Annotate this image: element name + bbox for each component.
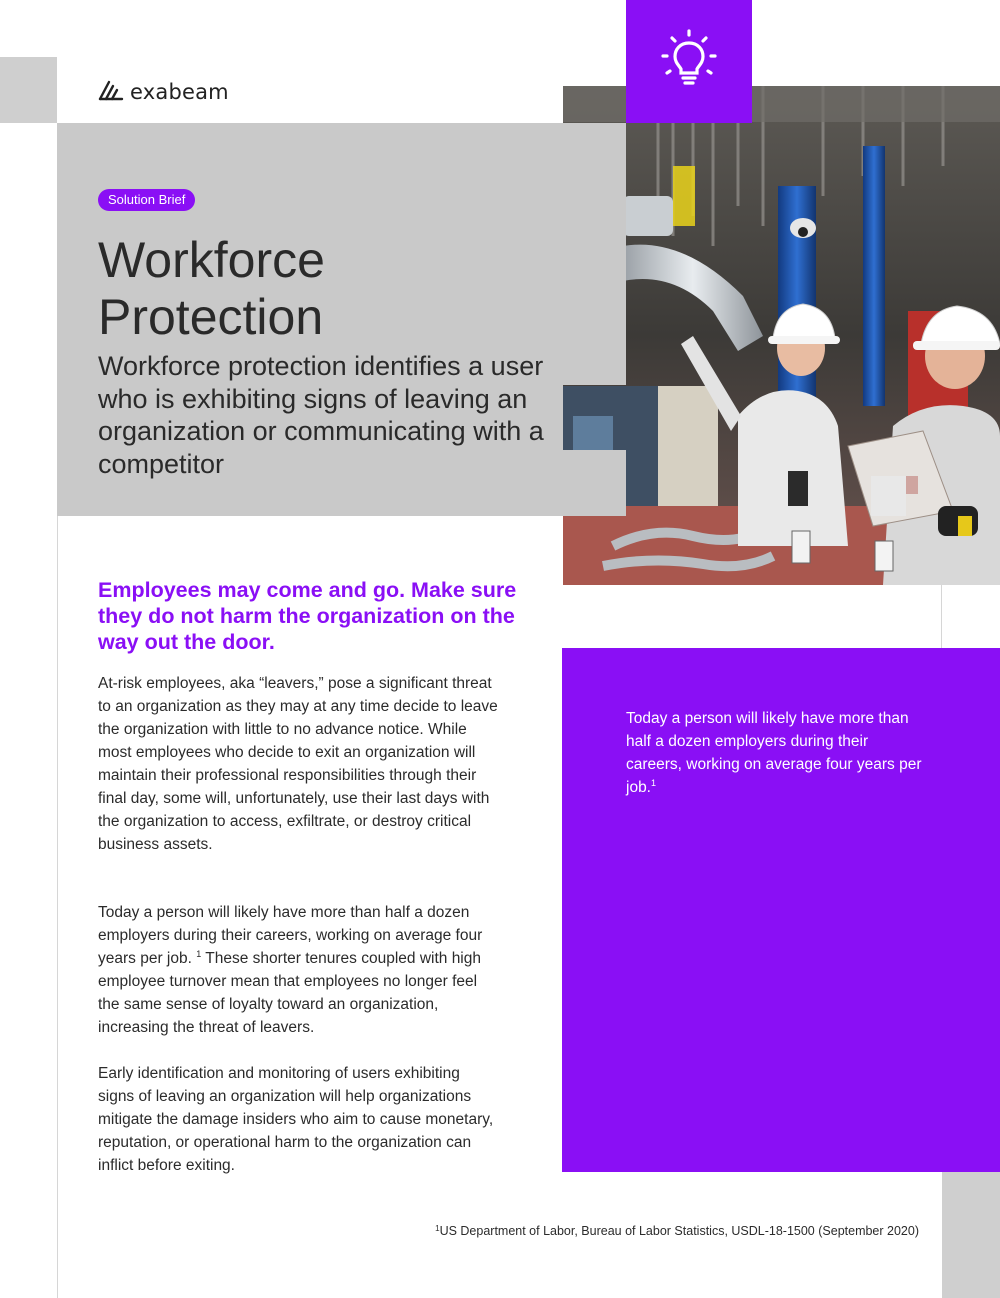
footnote-number: 1 <box>435 1224 440 1233</box>
solution-brief-badge: Solution Brief <box>98 189 195 211</box>
body-paragraph-2-text-continued: These shorter tenures coupled with high employee turnover mean that employees no longer feel the same sense of loyalty toward an organization, increasing the threat of leavers. <box>98 950 481 1036</box>
decorative-gray-block <box>942 1172 1000 1298</box>
lightbulb-icon <box>656 26 722 97</box>
page-subtitle: Workforce protection identifies a user who is exhibiting signs of leaving an organization or communicating with a competitor <box>98 351 544 479</box>
callout-text <box>626 707 926 799</box>
stat-callout <box>562 648 1000 1172</box>
footnote-reference: 1 <box>651 778 657 788</box>
exabeam-logo-icon <box>98 79 124 106</box>
body-paragraph-2 <box>98 901 498 1039</box>
footnote-reference: 1 <box>196 949 202 959</box>
title-line-2: Protection <box>98 289 324 345</box>
section-headline: Employees may come and go. Make sure they do not harm the organization on the way out the door. <box>98 578 517 654</box>
brand-name: exabeam <box>130 80 229 104</box>
body-paragraph-2-text: Today a person will likely have more than half a dozen employers during their careers, working on average four years per job. <box>98 904 483 967</box>
body-paragraph-3: Early identification and monitoring of users exhibiting signs of leaving an organization will help organizations mitigate the damage insiders who aim to cause monetary, reputation, or operational harm to the organization can inflict before exiting. <box>98 1065 494 1174</box>
photo-mask <box>563 450 626 516</box>
divider-line <box>57 516 58 1298</box>
photo-mask <box>626 585 1000 648</box>
footnote <box>435 1224 919 1238</box>
idea-tile <box>626 0 752 123</box>
footnote-text: US Department of Labor, Bureau of Labor Statistics, USDL-18-1500 (September 2020) <box>439 1224 919 1238</box>
photo-mask <box>563 123 626 385</box>
divider-line <box>941 585 942 648</box>
callout-body: Today a person will likely have more than half a dozen employers during their careers, working on average four years per job. <box>626 710 922 796</box>
exabeam-logo <box>98 80 229 104</box>
title-line-1: Workforce <box>98 232 325 288</box>
hero-photo <box>563 86 1000 585</box>
decorative-gray-block <box>0 57 57 123</box>
page-title <box>98 232 558 346</box>
body-paragraph-1: At-risk employees, aka “leavers,” pose a significant threat to an organization as they may at any time decide to leave the organization with little to no advance notice. While most employees who decide to exit an organization will maintain their professional responsibilities through their final day, some will, unfortunately, use their last days with the organization to access, exfiltrate, or destroy critical business assets. <box>98 675 498 853</box>
